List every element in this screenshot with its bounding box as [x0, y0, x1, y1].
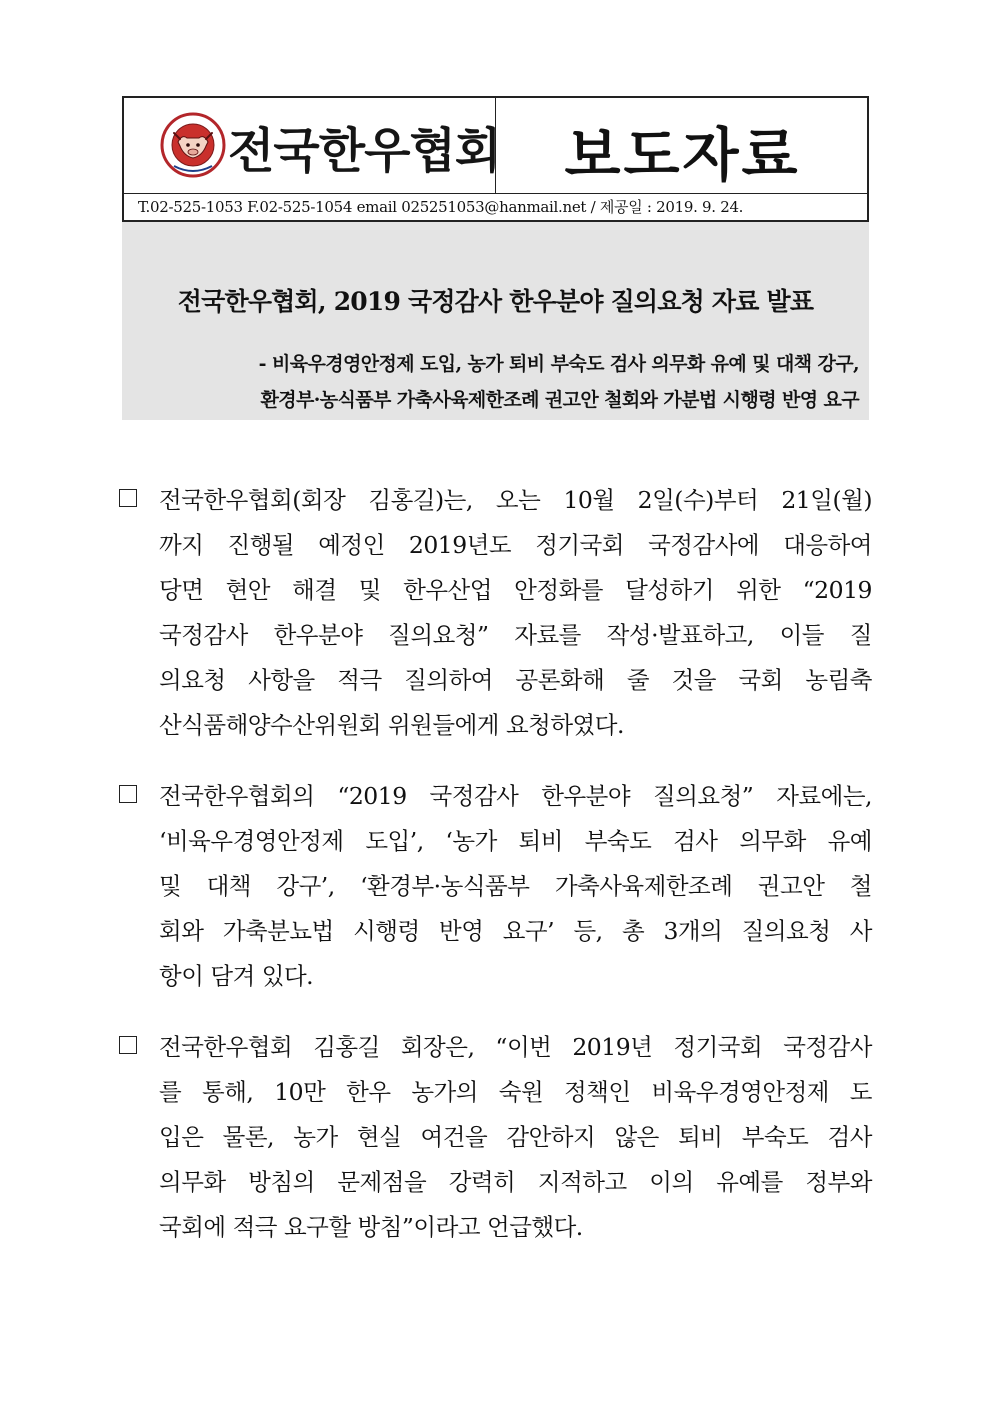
- paragraph-line: 까지 진행될 예정인 2019년도 정기국회 국정감사에 대응하여: [159, 531, 872, 559]
- paragraph-line: 및 대책 강구’, ‘환경부·농식품부 가축사육제한조례 권고안 철: [159, 872, 872, 900]
- checkbox-bullet: [119, 1036, 137, 1054]
- headline-subtitle-line-2: 환경부·농식품부 가축사육제한조례 권고안 철회와 가분법 시행령 반영 요구: [260, 389, 859, 411]
- paragraph-line: 국정감사 한우분야 질의요청” 자료를 작성·발표하고, 이들 질: [159, 621, 872, 649]
- contact-info: T.02-525-1053 F.02-525-1054 email 025251053@hanmail.net / 제공일 : 2019. 9. 24.: [124, 193, 867, 222]
- paragraph-line: 의무화 방침의 문제점을 강력히 지적하고 이의 유예를 정부와: [159, 1168, 872, 1196]
- logo-cell: [124, 98, 501, 193]
- paragraph-line: 전국한우협회(회장 김홍길)는, 오는 10월 2일(수)부터 21일(월): [159, 486, 872, 514]
- paragraph-line: 의요청 사항을 적극 질의하여 공론화해 줄 것을 국회 농림축: [159, 666, 872, 694]
- paragraph-line: ‘비육우경영안정제 도입’, ‘농가 퇴비 부숙도 검사 의무화 유예: [159, 827, 872, 855]
- title-cell: [496, 98, 869, 193]
- paragraph-line: 항이 담겨 있다.: [159, 962, 314, 990]
- headline-title: 전국한우협회, 2019 국정감사 한우분야 질의요청 자료 발표: [177, 287, 814, 316]
- document-type-title: 보도자료: [564, 121, 801, 189]
- header-top-row: [124, 98, 867, 193]
- checkbox-bullet: [119, 489, 137, 507]
- paragraph-line: 전국한우협회 김홍길 회장은, “이번 2019년 정기국회 국정감사: [159, 1033, 872, 1061]
- paragraph-line: 전국한우협회의 “2019 국정감사 한우분야 질의요청” 자료에는,: [159, 782, 872, 810]
- paragraph-line: 국회에 적극 요구할 방침”이라고 언급했다.: [159, 1213, 583, 1241]
- paragraph-line: 입은 물론, 농가 현실 여건을 감안하지 않은 퇴비 부숙도 검사: [159, 1123, 872, 1151]
- paragraph-line: 를 통해, 10만 한우 농가의 숙원 정책인 비육우경영안정제 도: [159, 1078, 872, 1106]
- paragraph-line: 산식품해양수산위원회 위원들에게 요청하였다.: [159, 711, 624, 739]
- headline-subtitle-line-1: - 비육우경영안정제 도입, 농가 퇴비 부숙도 검사 의무화 유예 및 대책 강구,: [258, 353, 859, 375]
- paragraph-line: 당면 현안 해결 및 한우산업 안정화를 달성하기 위한 “2019: [159, 576, 872, 604]
- organization-name: 전국한우협회: [228, 123, 501, 179]
- association-logo-icon: [160, 112, 226, 178]
- paragraph-line: 회와 가축분뇨법 시행령 반영 요구’ 등, 총 3개의 질의요청 사: [159, 917, 872, 945]
- checkbox-bullet: [119, 785, 137, 803]
- press-header: [122, 96, 869, 222]
- headline-box: [122, 222, 869, 420]
